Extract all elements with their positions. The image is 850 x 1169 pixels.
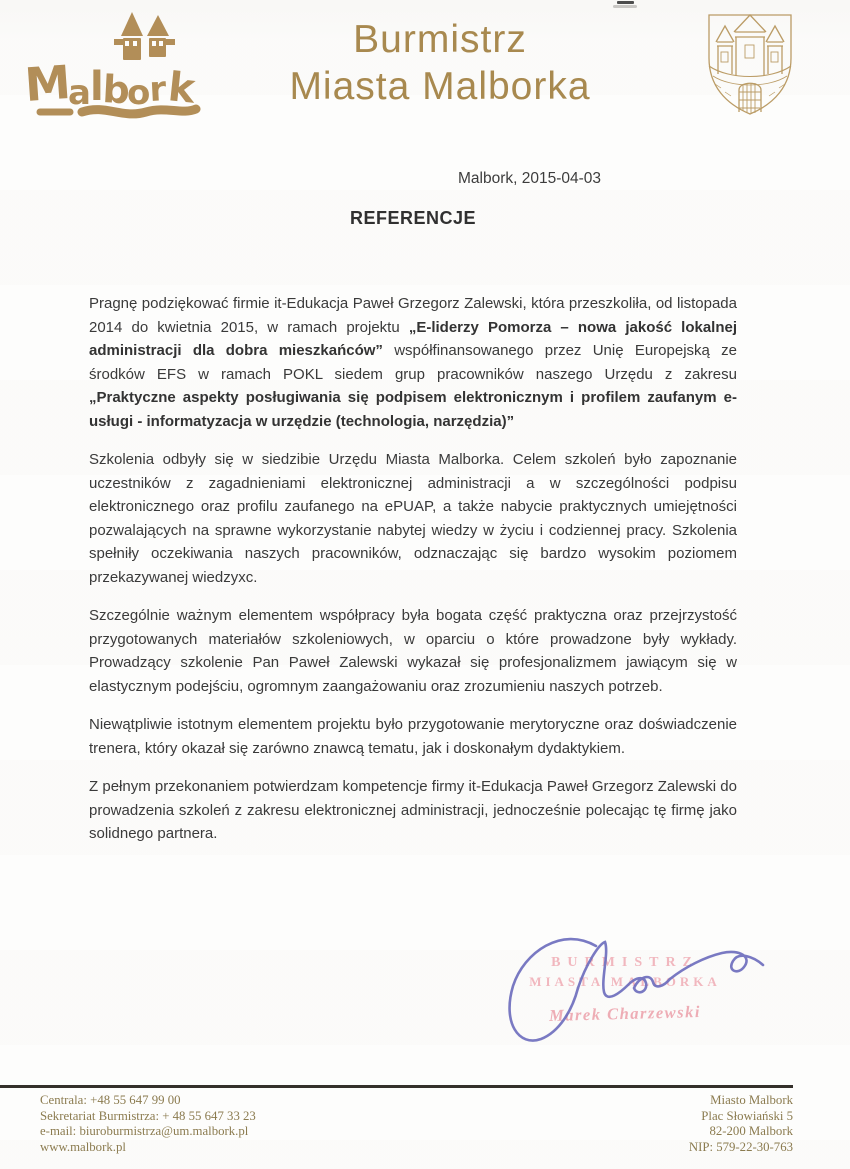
scan-artifact [617, 1, 634, 4]
document-title: REFERENCJE [349, 208, 477, 228]
svg-text:o: o [127, 73, 151, 113]
footer-divider [0, 1085, 793, 1088]
bold-segment: „E-liderzy Pomorza – nowa jakość lokalnej administracji dla dobra mieszkańców” [89, 318, 738, 359]
footer-left-line: www.malbork.pl [40, 1139, 126, 1154]
text-segment: Pragnę podziękować firmie it-Edukacja Paweł Grzegorz Zalewski, która przeszkoliła, od listopada 2014 do kwietnia 2015, w ramach projektu [89, 295, 737, 336]
stamp-name: Marek Charzewski [548, 1002, 702, 1025]
paragraph-5 [89, 775, 737, 846]
footer-right-line: Miasto Malbork [710, 1093, 793, 1107]
letterhead-title [215, 16, 665, 110]
letterhead-title-line2: Miasta Malborka [289, 65, 591, 108]
footer-left-line: Sekretariat Burmistrza: + 48 55 647 33 23 [40, 1108, 256, 1123]
footer-right-line: Plac Słowiański 5 [701, 1108, 793, 1123]
text-segment: Szczególnie ważnym elementem współpracy była bogata część praktyczna oraz przejrzystość przygotowanych materiałów szkoleniowych, w oparciu o które prowadzone były wykłady. Prowadzący szkolenie Pan Paweł Zalewski wykazał się profesjonalizmem jawiącym się w elastycznym podejściu, ogromnym zaangażowaniu oraz zrozumieniu naszych potrzeb. [89, 607, 737, 695]
text-segment: Szkolenia odbyły się w siedzibie Urzędu Miasta Malborka. Celem szkoleń było zapoznanie uczestników z zagadnieniami elektronicznej administracji a w szczególności podpisu elektronicznego oraz profilu zaufanego na ePUAP, a także nabycie praktycznych umiejętności pozwalających na sprawne wykorzystanie nabytej wiedzy w życiu i codziennej pracy. Szkolenia spełniły oczekiwania naszych pracowników, odznaczając się bardzo wysokim poziomem przekazywanej wiedzyxc. [89, 451, 737, 586]
paragraph-1 [89, 292, 737, 433]
letterhead-title-line1: Burmistrz [353, 18, 527, 61]
paragraph-2 [89, 448, 737, 589]
svg-text:r: r [148, 69, 168, 110]
bold-segment: „Praktyczne aspekty posługiwania się podpisem elektronicznym i profilem zaufanym e-usługi - informatyzacja w urzędzie (technologia, narzędzia)” [89, 389, 737, 430]
footer-left-line: e-mail: biuroburmistrza@um.malbork.pl [40, 1124, 249, 1139]
footer-left-line: Centrala: +48 55 647 99 00 [40, 1093, 181, 1107]
coat-of-arms-icon [703, 12, 797, 118]
castle-towers-icon [24, 8, 212, 124]
footer-right-line: NIP: 579-22-30-763 [688, 1139, 793, 1154]
stamp-line2: MIASTA MALBORKA [529, 974, 721, 989]
svg-text:M: M [24, 54, 73, 112]
scan-artifact [613, 5, 637, 8]
malbork-logo [24, 8, 212, 124]
footer-right-lines [443, 1093, 793, 1155]
text-segment: współfinansowanego przez Unię Europejską ze środków EFS w ramach POKL siedem grup pracowników naszego Urzędu z zakresu [89, 342, 737, 383]
svg-text:k: k [165, 64, 198, 113]
stamp-line1: BURMISTRZ [551, 955, 699, 970]
date-line: Malbork, 2015-04-03 [458, 170, 602, 187]
footer-left-lines [40, 1093, 256, 1155]
signature-scribble-icon [498, 930, 773, 1058]
footer-right-line: 82-200 Malbork [709, 1124, 793, 1139]
text-segment: Z pełnym przekonaniem potwierdzam kompetencje firmy it-Edukacja Paweł Grzegorz Zalewski do prowadzenia szkoleń z zakresu elektronicznej administracji, jednocześnie polecając tę firmę jako solidnego partnera. [89, 778, 737, 842]
svg-text:l: l [90, 64, 104, 110]
paragraph-3 [89, 604, 737, 698]
text-segment: Niewątpliwie istotnym elementem projektu było przygotowanie merytoryczne oraz doświadczenie trenera, który okazał się zarówno znawcą tematu, jak i doskonałym dydaktykiem. [89, 716, 737, 757]
letter-paragraphs [89, 292, 737, 861]
paragraph-4 [89, 713, 737, 760]
svg-text:b: b [101, 67, 131, 113]
svg-text:a: a [68, 73, 91, 113]
